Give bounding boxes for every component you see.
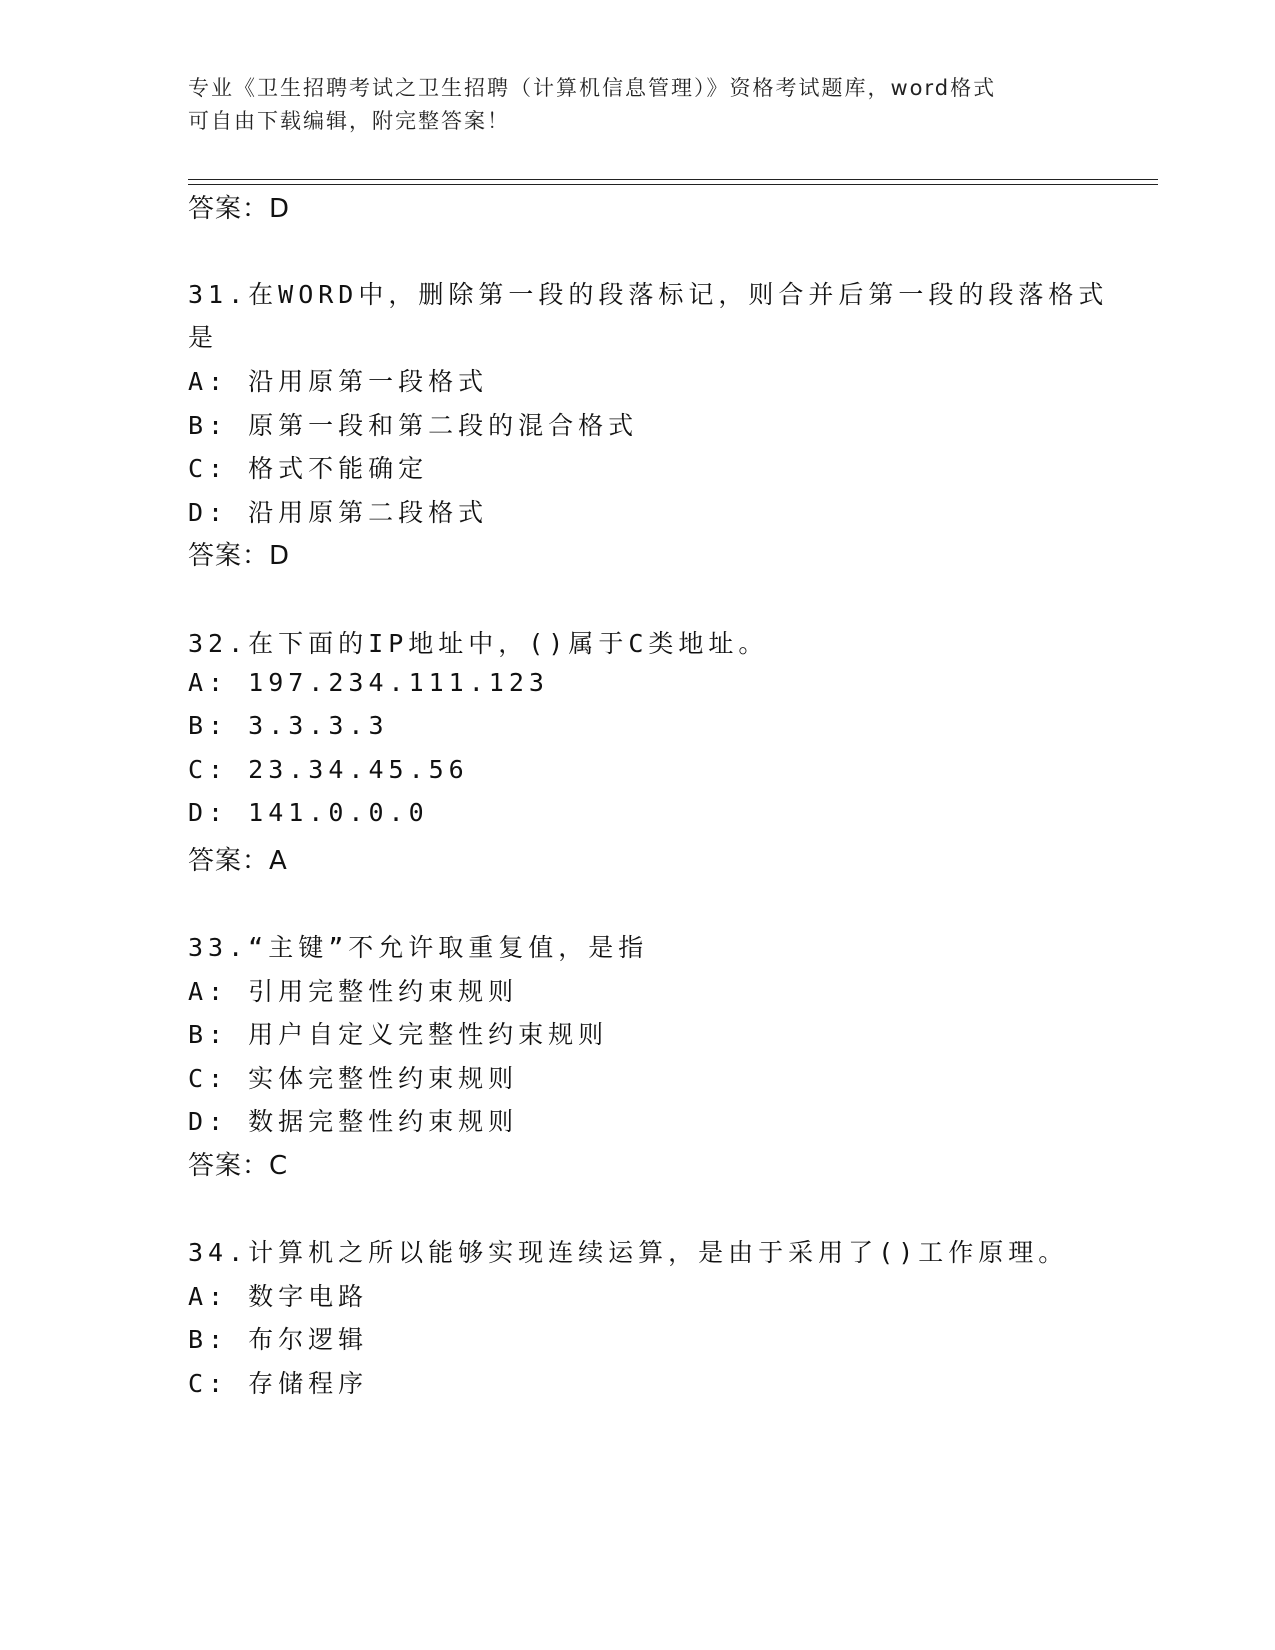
question-32-option-b: B: 3.3.3.3 [188,711,389,740]
question-33-option-c: C: 实体完整性约束规则 [188,1064,519,1093]
question-33-option-a: A: 引用完整性约束规则 [188,977,519,1006]
question-33-stem: 33.“主键”不允许取重复值，是指 [188,933,649,962]
question-31-option-c: C: 格式不能确定 [188,454,429,483]
question-34-stem: 34.计算机之所以能够实现连续运算，是由于采用了()工作原理。 [188,1238,1069,1267]
header-divider-top [188,179,1158,180]
header-line-2: 可自由下载编辑，附完整答案！ [188,109,510,133]
page-header [188,72,1088,138]
question-32-option-d: D: 141.0.0.0 [188,798,429,827]
question-31-answer: 答案：D [188,541,291,571]
header-divider-bottom [188,184,1158,185]
question-31-option-b: B: 原第一段和第二段的混合格式 [188,411,639,440]
question-33-answer: 答案：C [188,1151,289,1181]
question-32-answer: 答案：A [188,846,288,876]
question-34-option-b: B: 布尔逻辑 [188,1325,369,1354]
question-33-option-d: D: 数据完整性约束规则 [188,1107,519,1136]
question-31-option-d: D: 沿用原第二段格式 [188,498,489,527]
header-line-1: 专业《卫生招聘考试之卫生招聘（计算机信息管理）》资格考试题库，word格式 [188,76,997,100]
question-31-stem: 31.在WORD中，删除第一段的段落标记，则合并后第一段的段落格式 [188,280,1109,309]
question-34-option-c: C: 存储程序 [188,1369,369,1398]
question-32-stem: 32.在下面的IP地址中，()属于C类地址。 [188,629,769,658]
question-31-option-a: A: 沿用原第一段格式 [188,367,489,396]
question-33-option-b: B: 用户自定义完整性约束规则 [188,1020,609,1049]
previous-answer: 答案：D [188,194,291,224]
question-31-stem-cont: 是 [188,323,219,352]
question-34-option-a: A: 数字电路 [188,1282,369,1311]
question-32-option-c: C: 23.34.45.56 [188,755,469,784]
question-32-option-a: A: 197.234.111.123 [188,668,549,697]
